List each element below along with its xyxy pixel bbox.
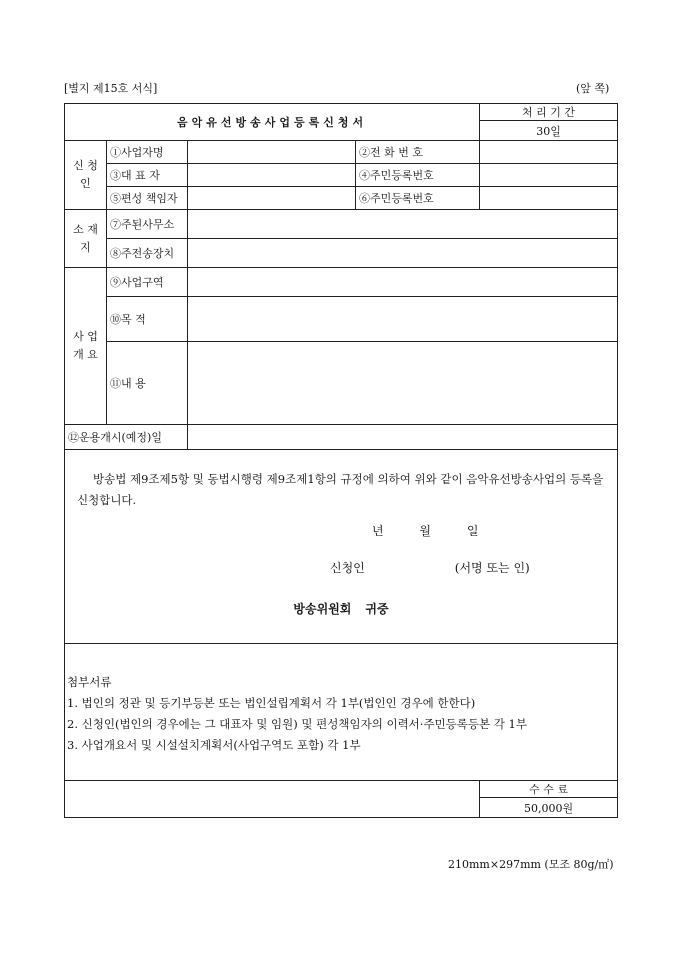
business-section-label: 사 업 개 요 — [65, 268, 107, 425]
form-title: 음악유선방송사업등록신청서 — [65, 104, 480, 141]
representative-id-label: ④주민등록번호 — [356, 164, 480, 187]
main-transmitter-field[interactable] — [188, 239, 618, 268]
editor-label: ⑤편성 책임자 — [107, 187, 188, 210]
declaration-text: 방송법 제9조제5항 및 동법시행령 제9조제1항의 규정에 의하여 위와 같이 음악유선방송사업의 등록을 신청합니다. — [77, 472, 604, 507]
service-area-label: ⑨사업구역 — [107, 268, 188, 297]
content-field[interactable] — [188, 342, 618, 425]
purpose-field[interactable] — [188, 297, 618, 342]
start-date-label: ⑫운용개시(예정)일 — [65, 425, 188, 450]
signature-note: (서명 또는 인) — [454, 561, 530, 575]
recipient-honorific: 귀중 — [365, 602, 389, 616]
attachment-item: 3. 사업개요서 및 시설설치계획서(사업구역도 포함) 각 1부 — [67, 738, 361, 752]
signature-label: 신청인 — [330, 561, 365, 575]
recipient-line — [65, 600, 617, 643]
phone-label: ②전 화 번 호 — [356, 141, 480, 164]
location-section-label: 소 재 지 — [65, 210, 107, 268]
fee-blank — [65, 781, 480, 818]
main-office-label: ⑦주된사무소 — [107, 210, 188, 239]
content-label: ⑪내 용 — [107, 342, 188, 425]
processing-period-value: 30일 — [480, 121, 618, 141]
form-number: [별지 제15호 서식] — [64, 82, 158, 95]
signature-line — [65, 559, 617, 576]
editor-field[interactable] — [188, 187, 356, 210]
editor-id-field[interactable] — [480, 187, 618, 210]
attachment-item: 1. 법인의 정관 및 등기부등본 또는 법인설립계획서 각 1부(법인인 경우에 한한다) — [67, 696, 476, 710]
business-name-label: ①사업자명 — [107, 141, 188, 164]
application-form — [64, 103, 618, 818]
service-area-field[interactable] — [188, 268, 618, 297]
phone-field[interactable] — [480, 141, 618, 164]
representative-label: ③대 표 자 — [107, 164, 188, 187]
fee-value: 50,000원 — [480, 798, 618, 818]
attachments-title: 첨부서류 — [67, 675, 112, 689]
recipient-org: 방송위원회 — [293, 602, 352, 616]
purpose-label: ⑩목 적 — [107, 297, 188, 342]
fee-label: 수 수 료 — [480, 781, 618, 798]
paper-spec: 210mm×297mm (모조 80g/㎡) — [448, 858, 614, 871]
business-name-field[interactable] — [188, 141, 356, 164]
declaration-block — [65, 450, 618, 644]
main-transmitter-label: ⑧주전송장치 — [107, 239, 188, 268]
editor-id-label: ⑥주민등록번호 — [356, 187, 480, 210]
attachments-block — [65, 644, 618, 781]
representative-id-field[interactable] — [480, 164, 618, 187]
applicant-section-label: 신 청 인 — [65, 141, 107, 210]
main-office-field[interactable] — [188, 210, 618, 239]
page-side: (앞 쪽) — [576, 82, 610, 95]
processing-period-label: 처 리 기 간 — [480, 104, 618, 121]
start-date-field[interactable] — [188, 425, 618, 450]
date-line: 년 월 일 — [372, 524, 479, 538]
representative-field[interactable] — [188, 164, 356, 187]
attachment-item: 2. 신청인(법인의 경우에는 그 대표자 및 임원) 및 편성책임자의 이력서·주민등록등본 각 1부 — [67, 717, 527, 731]
